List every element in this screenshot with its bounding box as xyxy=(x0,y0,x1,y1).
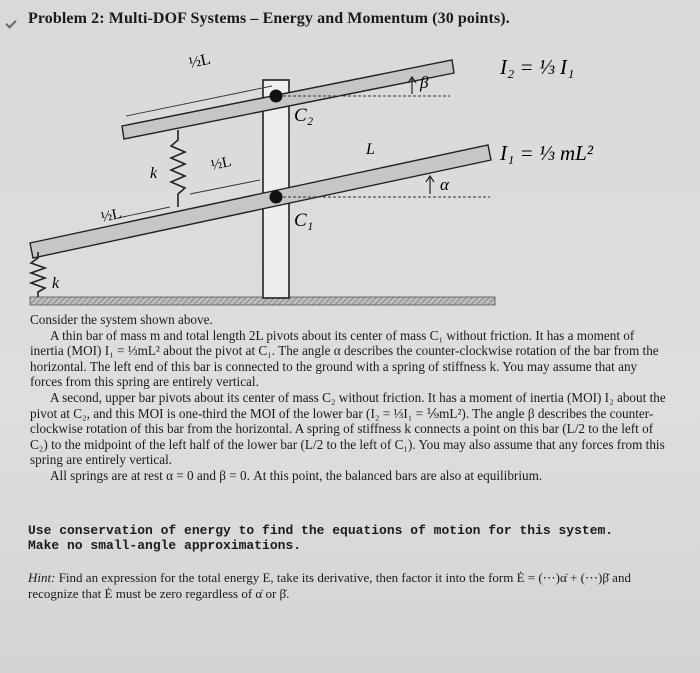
upper-half-length-label: ½L xyxy=(187,50,213,72)
alpha-label: α xyxy=(440,175,449,194)
C2-label: C₂ xyxy=(294,105,314,126)
pivot-C1-dot xyxy=(270,191,283,204)
spring-gap-label: ½L xyxy=(209,154,233,174)
problem-body xyxy=(30,312,670,484)
hint-label: Hint: xyxy=(28,570,56,585)
hint-block xyxy=(28,570,648,602)
C1-label: C₁ xyxy=(294,210,314,231)
instruction-text: Use conservation of energy to find the equations of motion for this system. Make no small-angle approximations. xyxy=(28,523,614,553)
upper-spring xyxy=(171,130,185,207)
ground-spring xyxy=(31,252,45,297)
I2-equation: I₂ = ⅓ I₁ xyxy=(500,55,575,79)
I1-equation: I₁ = ⅓ mL² xyxy=(500,141,594,165)
hint-text: Find an expression for the total energy E, take its derivative, then factor it into the form Ė = (⋯)α̇ + (⋯)β̇ and recognize that Ė must be zero regardless of α̇ or β̇. xyxy=(28,570,631,601)
lower-bar xyxy=(30,145,491,258)
intro-text: Consider the system shown above. xyxy=(30,312,213,327)
upper-bar-paragraph: A second, upper bar pivots about its center of mass C₂ without friction. It has a moment of inertia (MOI) I₂ about the pivot at C₂, and this MOI is one-third the MOI of the lower bar (I₂ = ⅓I₁ = ⅑mL²). The angle β describes the counter-clockwise rotation of this bar from the horizontal. A spring of stiffness k connects a point on this bar (L/2 to the left of C₂) to the midpoint of the left half of the lower bar (L/2 to the left of C₁). You may also assume that any forces from this spring are entirely vertical. xyxy=(30,389,666,468)
upper-spring-label: k xyxy=(150,165,158,182)
lower-bar-paragraph: A thin bar of mass m and total length 2L pivots about its center of mass C₁ without friction. It has a moment of inertia (MOI) I₁ = ⅓mL² about the pivot at C₁. The angle α describes the counter-clockwise rotation of the bar from the horizontal. The left end of this bar is connected to the ground with a spring of stiffness k. You may assume that any forces from this spring are entirely vertical. xyxy=(30,327,659,390)
L-label: L xyxy=(366,141,375,158)
rest-condition-paragraph: All springs are at rest α = 0 and β = 0. At this point, the balanced bars are also at equilibrium. xyxy=(50,467,543,483)
alpha-arrow xyxy=(426,176,434,194)
gap-dim-line xyxy=(190,180,260,194)
beta-label: β xyxy=(420,73,429,92)
problem-title: Problem 2: Multi-DOF Systems – Energy and Momentum (30 points). xyxy=(28,10,510,27)
system-figure xyxy=(0,0,700,320)
ground-spring-label: k xyxy=(52,275,60,292)
pivot-C2-dot xyxy=(270,90,283,103)
lower-left-half-label: ½L xyxy=(99,206,123,226)
